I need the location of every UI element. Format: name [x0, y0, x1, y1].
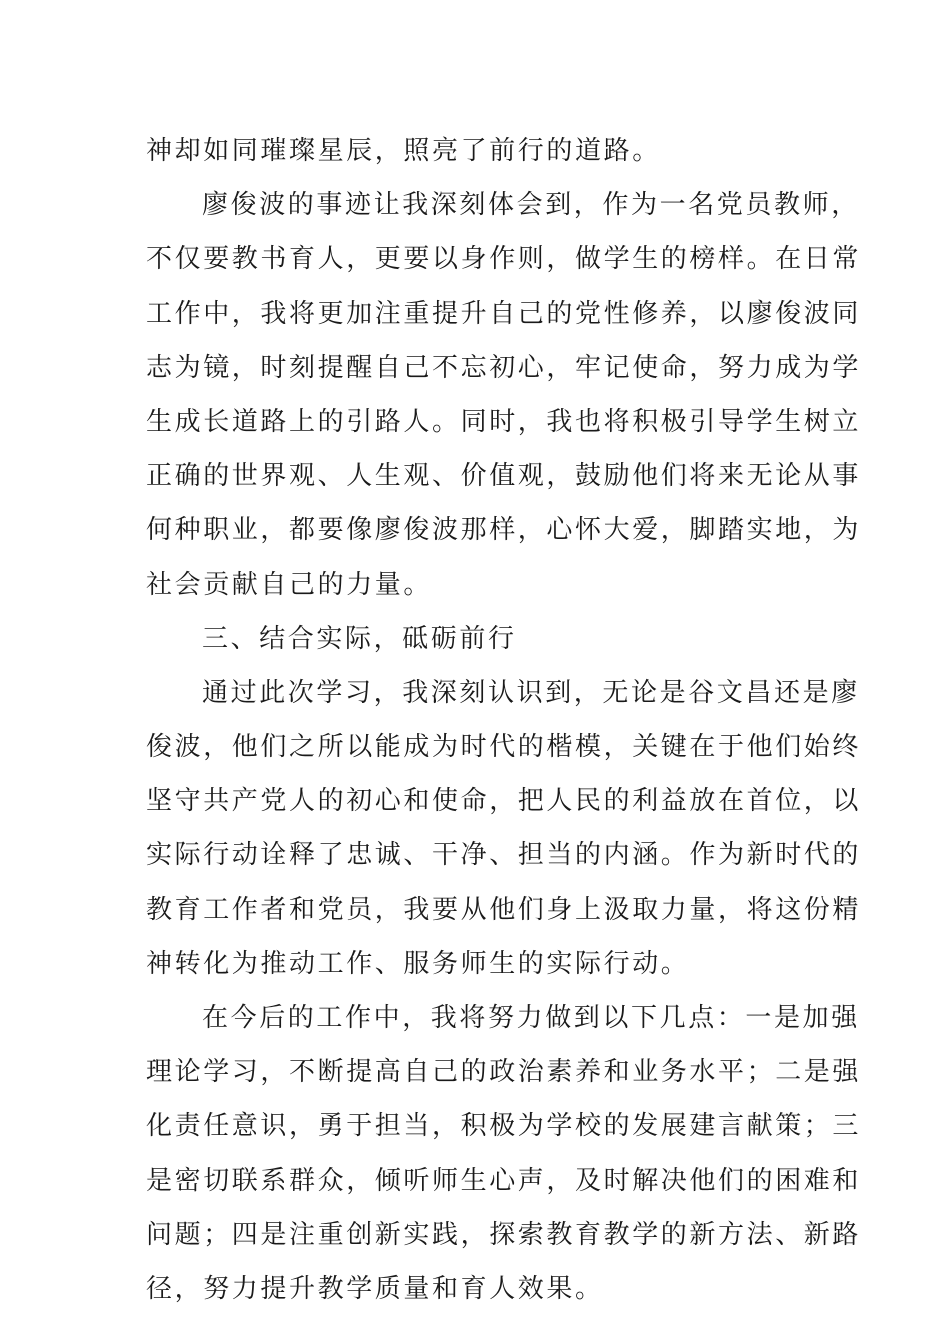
paragraph-first-line: 廖俊波的事迹让我深刻体会到，作为一名党员教师， — [202, 190, 860, 221]
text-line: 俊波，他们之所以能成为时代的楷模，关键在于他们始终 — [146, 732, 862, 763]
text-line: 生成长道路上的引路人。同时，我也将积极引导学生树立 — [146, 406, 862, 437]
paragraph-first-line: 在今后的工作中，我将努力做到以下几点：一是加强 — [202, 1003, 860, 1033]
text-line: 问题；四是注重创新实践，探索教育教学的新方法、新路 — [146, 1219, 862, 1250]
text-line: 化责任意识，勇于担当，积极为学校的发展建言献策；三 — [146, 1111, 862, 1142]
text-line: 神却如同璀璨星辰，照亮了前行的道路。 — [146, 136, 661, 166]
text-line: 理论学习，不断提高自己的政治素养和业务水平；二是强 — [146, 1057, 862, 1088]
text-line: 正确的世界观、人生观、价值观，鼓励他们将来无论从事 — [146, 461, 862, 492]
text-line: 教育工作者和党员，我要从他们身上汲取力量，将这份精 — [146, 894, 862, 925]
text-line: 志为镜，时刻提醒自己不忘初心，牢记使命，努力成为学 — [146, 352, 862, 383]
text-line: 神转化为推动工作、服务师生的实际行动。 — [146, 948, 690, 979]
paragraph-first-line: 通过此次学习，我深刻认识到，无论是谷文昌还是廖 — [202, 677, 860, 708]
body-text — [146, 124, 862, 1316]
text-line: 是密切联系群众，倾听师生心声，及时解决他们的困难和 — [146, 1165, 862, 1196]
text-line: 实际行动诠释了忠诚、干净、担当的内涵。作为新时代的 — [146, 840, 862, 871]
section-heading: 三、结合实际，砥砺前行 — [202, 623, 517, 654]
text-line: 何种职业，都要像廖俊波那样，心怀大爱，脚踏实地，为 — [146, 515, 862, 546]
text-line: 坚守共产党人的初心和使命，把人民的利益放在首位，以 — [146, 786, 862, 817]
text-line: 工作中，我将更加注重提升自己的党性修养，以廖俊波同 — [146, 298, 862, 329]
text-line: 不仅要教书育人，更要以身作则，做学生的榜样。在日常 — [146, 244, 862, 275]
text-line: 社会贡献自己的力量。 — [146, 569, 433, 600]
text-line: 径，努力提升教学质量和育人效果。 — [146, 1273, 604, 1304]
